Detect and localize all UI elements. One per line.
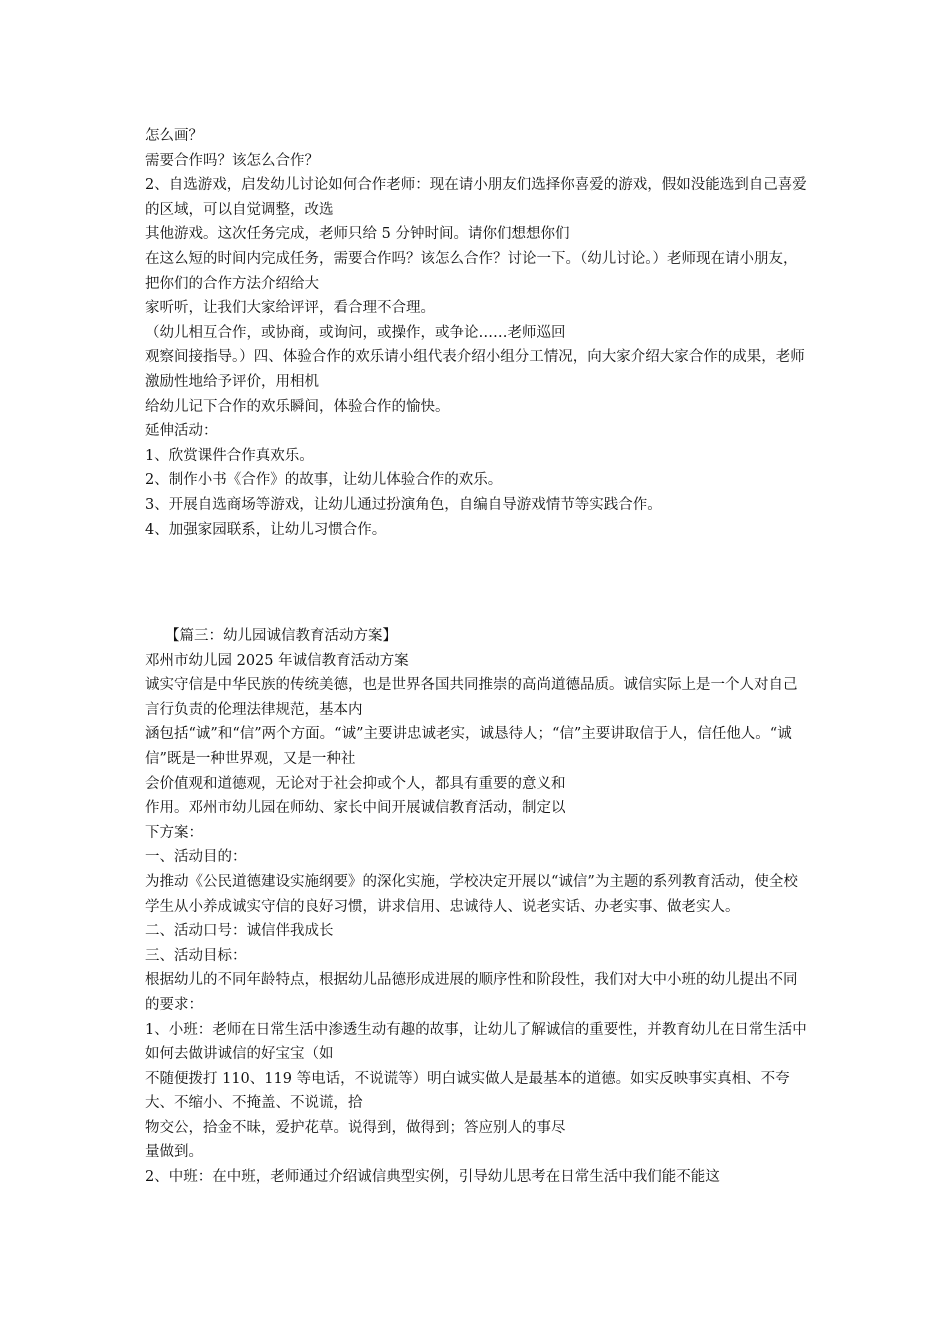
text-line: 其他游戏。这次任务完成，老师只给 5 分钟时间。请你们想想你们 — [145, 226, 570, 243]
section-integrity-education-plan — [145, 624, 810, 1190]
text-line: 诚实守信是中华民族的传统美德，也是世界各国共同推崇的高尚道德品质。诚信实际上是一个人对自己言行负责的伦理法律规范，基本内 — [145, 677, 798, 718]
text-line: 怎么画？ — [145, 128, 203, 144]
section-heading: 【篇三：幼儿园诚信教育活动方案】 — [165, 628, 397, 644]
text-line: 观察间接指导。）四、体验合作的欢乐请小组代表介绍小组分工情况，向大家介绍大家合作的成果，老师激励性地给予评价，用相机 — [145, 349, 805, 390]
text-line: 1、欣赏课件合作真欢乐。 — [145, 447, 314, 464]
text-line: 为推动《公民道德建设实施纲要》的深化实施，学校决定开展以“诚信”为主题的系列教育活动，使全校学生从小养成诚实守信的良好习惯，讲求信用、忠诚待人、说老实话、办老实事、做老实人。 — [145, 873, 798, 915]
text-line: 2、自选游戏，启发幼儿讨论如何合作老师：现在请小朋友们选择你喜爱的游戏，假如没能选到自己喜爱的区域，可以自觉调整，改选 — [145, 177, 807, 218]
text-line: 作用。邓州市幼儿园在师幼、家长中间开展诚信教育活动，制定以 — [145, 800, 566, 817]
text-line: 2、制作小书《合作》的故事，让幼儿体验合作的欢乐。 — [145, 472, 503, 489]
text-line: 三、活动目标： — [145, 947, 247, 964]
text-line: （幼儿相互合作，或协商，或询问，或操作，或争论……老师巡回 — [145, 324, 566, 341]
text-line: 在这么短的时间内完成任务，需要合作吗？该怎么合作？讨论一下。（幼儿讨论。）老师现在请小朋友，把你们的合作方法介绍给大 — [145, 250, 798, 292]
text-line: 2、中班：在中班，老师通过介绍诚信典型实例，引导幼儿思考在日常生活中我们能不能这 — [145, 1169, 720, 1186]
text-line: 下方案： — [145, 824, 203, 841]
text-line: 邓州市幼儿园 2025 年诚信教育活动方案 — [145, 652, 409, 669]
text-line: 不随便拨打 110、119 等电话，不说谎等）明白诚实做人是最基本的道德。如实反映事实真相、不夸大、不缩小、不掩盖、不说谎，拾 — [145, 1070, 790, 1112]
text-line: 物交公，拾金不昧，爱护花草。说得到，做得到；答应别人的事尽 — [145, 1119, 566, 1136]
text-line: 量做到。 — [145, 1144, 203, 1161]
text-line: 涵包括“诚”和“信”两个方面。“诚”主要讲忠诚老实，诚恳待人；“信”主要讲取信于人，信任他人。“诚信”既是一种世界观，又是一种社 — [145, 726, 792, 767]
text-line: 会价值观和道德观，无论对于社会抑或个人，都具有重要的意义和 — [145, 775, 566, 792]
text-line: 根据幼儿的不同年龄特点，根据幼儿品德形成进展的顺序性和阶段性，我们对大中小班的幼儿提出不同的要求： — [145, 972, 798, 1013]
text-line: 需要合作吗？该怎么合作？ — [145, 152, 319, 169]
text-line: 4、加强家园联系，让幼儿习惯合作。 — [145, 521, 387, 538]
text-line: 家听听，让我们大家给评评，看合理不合理。 — [145, 300, 435, 317]
text-line: 延伸活动： — [145, 423, 218, 440]
text-line: 一、活动目的： — [145, 849, 247, 866]
text-line: 给幼儿记下合作的欢乐瞬间，体验合作的愉快。 — [145, 398, 450, 415]
text-line: 1、小班：老师在日常生活中渗透生动有趣的故事，让幼儿了解诚信的重要性，并教育幼儿在日常生活中如何去做讲诚信的好宝宝（如 — [145, 1021, 807, 1063]
text-line: 3、开展自选商场等游戏，让幼儿通过扮演角色，自编自导游戏情节等实践合作。 — [145, 496, 662, 513]
section-activity-plan-continued — [145, 124, 810, 542]
text-line: 二、活动口号：诚信伴我成长 — [145, 923, 334, 940]
